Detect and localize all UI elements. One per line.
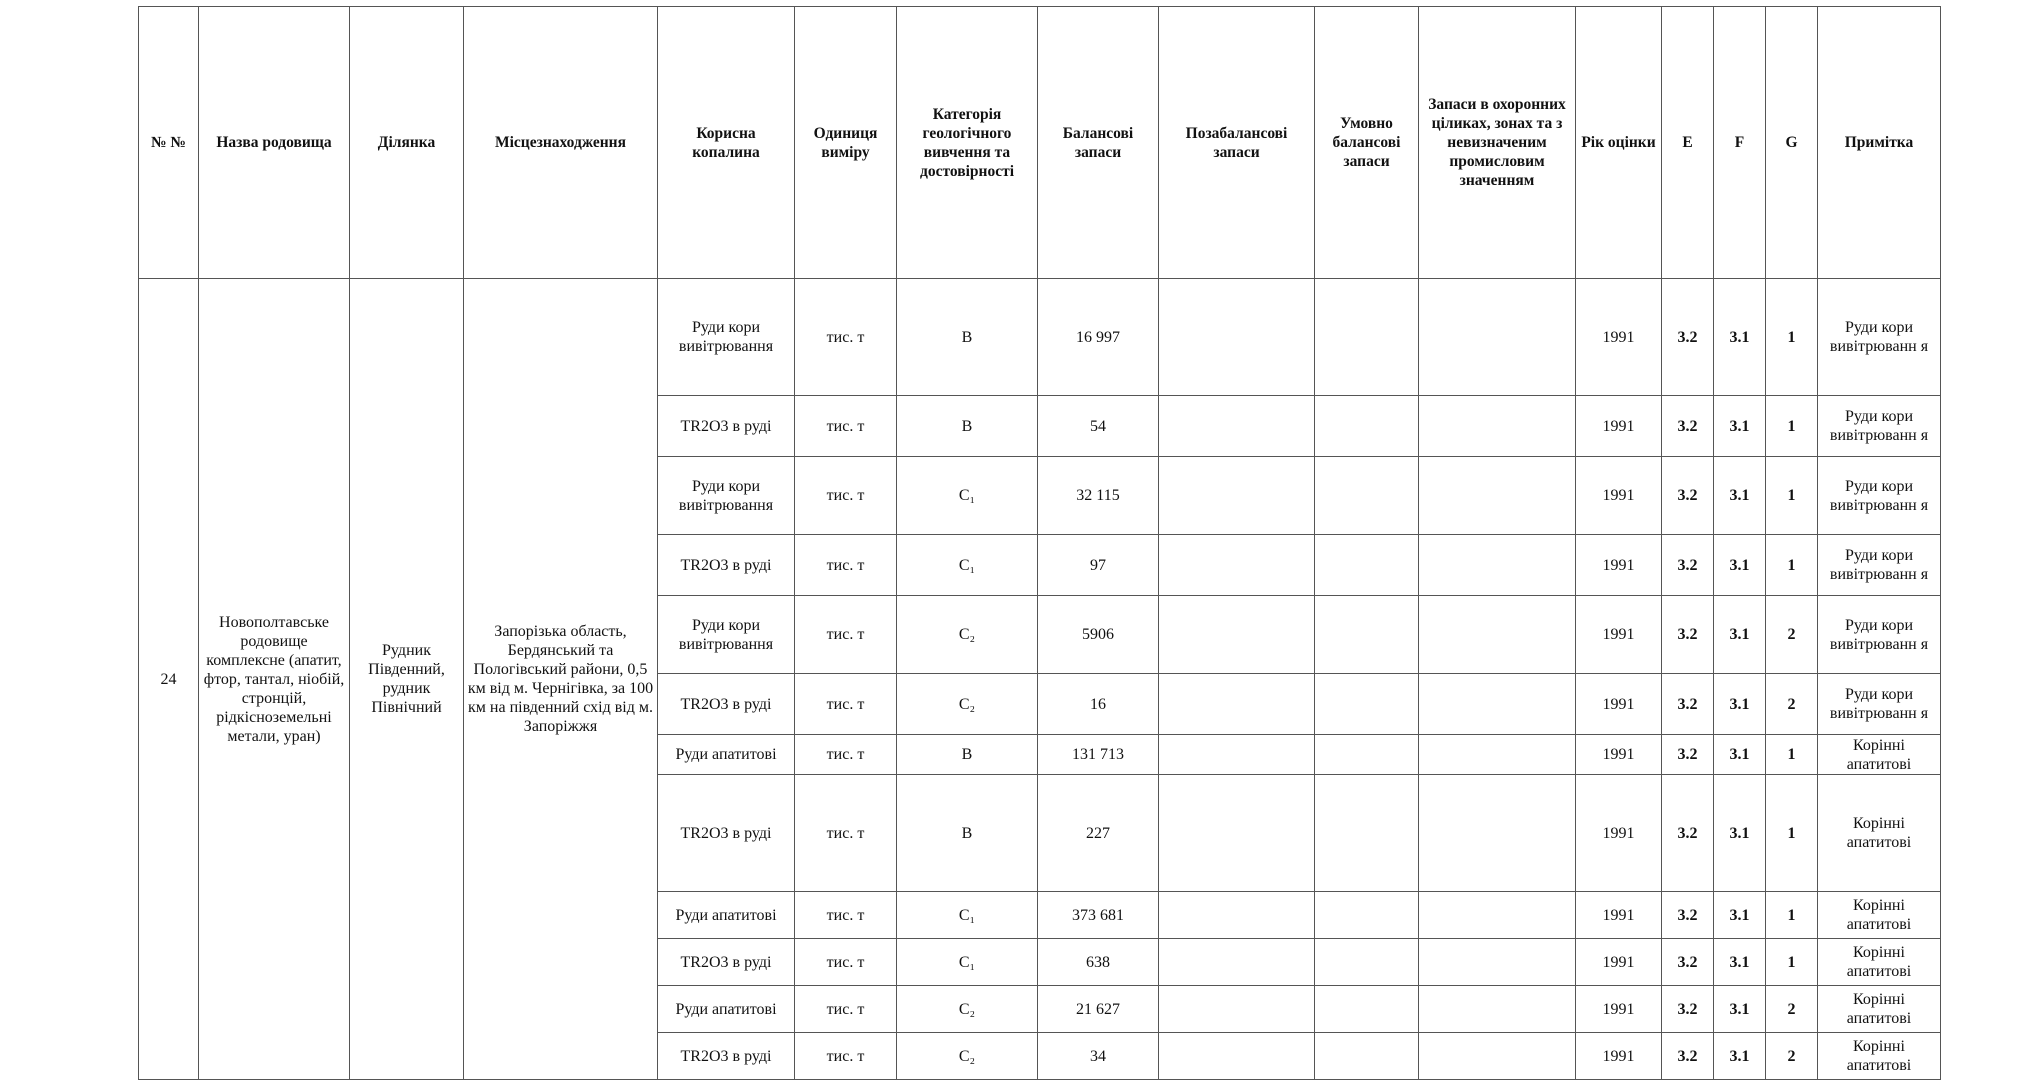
mineral-cell: Руди апатитові (658, 892, 795, 939)
protected-cell (1419, 279, 1576, 396)
e-cell: 3.2 (1662, 735, 1714, 775)
header-year: Рік оцінки (1576, 7, 1662, 279)
g-cell: 2 (1766, 986, 1818, 1033)
year-cell: 1991 (1576, 939, 1662, 986)
conditional-cell (1315, 1033, 1419, 1080)
balance-cell: 34 (1038, 1033, 1159, 1080)
balance-cell: 5906 (1038, 596, 1159, 674)
protected-cell (1419, 892, 1576, 939)
mineral-cell: TR2O3 в руді (658, 396, 795, 457)
conditional-cell (1315, 596, 1419, 674)
g-cell: 1 (1766, 457, 1818, 535)
conditional-cell (1315, 775, 1419, 892)
header-balance: Балансові запаси (1038, 7, 1159, 279)
header-protected: Запаси в охоронних ціликах, зонах та з невизначеним промисловим значенням (1419, 7, 1576, 279)
header-site: Ділянка (350, 7, 464, 279)
balance-cell: 131 713 (1038, 735, 1159, 775)
note-cell: Корінні апатитові (1818, 986, 1941, 1033)
category-cell: C₂ (897, 986, 1038, 1033)
conditional-cell (1315, 939, 1419, 986)
note-cell: Руди кори вивітрюванн я (1818, 674, 1941, 735)
e-cell: 3.2 (1662, 939, 1714, 986)
year-cell: 1991 (1576, 535, 1662, 596)
note-cell: Руди кори вивітрюванн я (1818, 396, 1941, 457)
header-g: G (1766, 7, 1818, 279)
category-cell: C₂ (897, 1033, 1038, 1080)
protected-cell (1419, 396, 1576, 457)
g-cell: 1 (1766, 279, 1818, 396)
balance-cell: 227 (1038, 775, 1159, 892)
deposit-site-cell: Рудник Південний, рудник Північний (350, 279, 464, 1080)
category-cell: B (897, 775, 1038, 892)
unit-cell: тис. т (795, 775, 897, 892)
protected-cell (1419, 1033, 1576, 1080)
f-cell: 3.1 (1714, 939, 1766, 986)
note-cell: Руди кори вивітрюванн я (1818, 535, 1941, 596)
balance-cell: 16 997 (1038, 279, 1159, 396)
category-cell: B (897, 279, 1038, 396)
note-cell: Руди кори вивітрюванн я (1818, 596, 1941, 674)
reserves-table (138, 6, 1941, 1080)
balance-cell: 54 (1038, 396, 1159, 457)
f-cell: 3.1 (1714, 986, 1766, 1033)
protected-cell (1419, 775, 1576, 892)
header-location: Місцезнаходження (464, 7, 658, 279)
protected-cell (1419, 535, 1576, 596)
year-cell: 1991 (1576, 986, 1662, 1033)
off-balance-cell (1159, 775, 1315, 892)
note-cell: Корінні апатитові (1818, 735, 1941, 775)
g-cell: 2 (1766, 596, 1818, 674)
conditional-cell (1315, 674, 1419, 735)
f-cell: 3.1 (1714, 892, 1766, 939)
conditional-cell (1315, 735, 1419, 775)
conditional-cell (1315, 986, 1419, 1033)
category-cell: B (897, 396, 1038, 457)
g-cell: 1 (1766, 775, 1818, 892)
year-cell: 1991 (1576, 674, 1662, 735)
category-cell: C₁ (897, 535, 1038, 596)
g-cell: 2 (1766, 674, 1818, 735)
header-f: F (1714, 7, 1766, 279)
category-cell: C₂ (897, 674, 1038, 735)
header-unit: Одиниця виміру (795, 7, 897, 279)
year-cell: 1991 (1576, 396, 1662, 457)
off-balance-cell (1159, 939, 1315, 986)
unit-cell: тис. т (795, 735, 897, 775)
balance-cell: 638 (1038, 939, 1159, 986)
f-cell: 3.1 (1714, 596, 1766, 674)
year-cell: 1991 (1576, 735, 1662, 775)
f-cell: 3.1 (1714, 735, 1766, 775)
off-balance-cell (1159, 735, 1315, 775)
header-note: Примітка (1818, 7, 1941, 279)
year-cell: 1991 (1576, 775, 1662, 892)
balance-cell: 16 (1038, 674, 1159, 735)
e-cell: 3.2 (1662, 986, 1714, 1033)
unit-cell: тис. т (795, 596, 897, 674)
e-cell: 3.2 (1662, 457, 1714, 535)
unit-cell: тис. т (795, 674, 897, 735)
conditional-cell (1315, 457, 1419, 535)
protected-cell (1419, 596, 1576, 674)
header-number: № № (139, 7, 199, 279)
deposit-number-cell: 24 (139, 279, 199, 1080)
off-balance-cell (1159, 279, 1315, 396)
mineral-cell: TR2O3 в руді (658, 1033, 795, 1080)
category-cell: C₂ (897, 596, 1038, 674)
g-cell: 2 (1766, 1033, 1818, 1080)
header-row (139, 7, 1941, 279)
conditional-cell (1315, 279, 1419, 396)
f-cell: 3.1 (1714, 279, 1766, 396)
f-cell: 3.1 (1714, 535, 1766, 596)
off-balance-cell (1159, 1033, 1315, 1080)
mineral-cell: Руди кори вивітрювання (658, 279, 795, 396)
g-cell: 1 (1766, 396, 1818, 457)
deposit-name-cell: Новополтавське родовище комплексне (апатит, фтор, тантал, ніобій, стронцій, рідкісноземельні метали, уран) (199, 279, 350, 1080)
table-row (139, 279, 1941, 396)
note-cell: Руди кори вивітрюванн я (1818, 279, 1941, 396)
e-cell: 3.2 (1662, 775, 1714, 892)
balance-cell: 373 681 (1038, 892, 1159, 939)
protected-cell (1419, 939, 1576, 986)
e-cell: 3.2 (1662, 892, 1714, 939)
e-cell: 3.2 (1662, 674, 1714, 735)
table-body (139, 279, 1941, 1080)
off-balance-cell (1159, 674, 1315, 735)
mineral-cell: TR2O3 в руді (658, 535, 795, 596)
header-e: E (1662, 7, 1714, 279)
unit-cell: тис. т (795, 279, 897, 396)
g-cell: 1 (1766, 939, 1818, 986)
table-header (139, 7, 1941, 279)
g-cell: 1 (1766, 735, 1818, 775)
e-cell: 3.2 (1662, 279, 1714, 396)
category-cell: C₁ (897, 892, 1038, 939)
category-cell: C₁ (897, 939, 1038, 986)
unit-cell: тис. т (795, 1033, 897, 1080)
off-balance-cell (1159, 457, 1315, 535)
category-cell: C₁ (897, 457, 1038, 535)
g-cell: 1 (1766, 892, 1818, 939)
year-cell: 1991 (1576, 1033, 1662, 1080)
f-cell: 3.1 (1714, 674, 1766, 735)
year-cell: 1991 (1576, 596, 1662, 674)
f-cell: 3.1 (1714, 457, 1766, 535)
e-cell: 3.2 (1662, 1033, 1714, 1080)
header-conditional: Умовно балансові запаси (1315, 7, 1419, 279)
balance-cell: 97 (1038, 535, 1159, 596)
mineral-cell: Руди кори вивітрювання (658, 596, 795, 674)
unit-cell: тис. т (795, 892, 897, 939)
mineral-cell: TR2O3 в руді (658, 939, 795, 986)
mineral-cell: Руди апатитові (658, 986, 795, 1033)
f-cell: 3.1 (1714, 1033, 1766, 1080)
year-cell: 1991 (1576, 892, 1662, 939)
f-cell: 3.1 (1714, 396, 1766, 457)
note-cell: Корінні апатитові (1818, 1033, 1941, 1080)
e-cell: 3.2 (1662, 535, 1714, 596)
mineral-cell: Руди кори вивітрювання (658, 457, 795, 535)
unit-cell: тис. т (795, 986, 897, 1033)
protected-cell (1419, 457, 1576, 535)
header-deposit-name: Назва родовища (199, 7, 350, 279)
balance-cell: 32 115 (1038, 457, 1159, 535)
balance-cell: 21 627 (1038, 986, 1159, 1033)
year-cell: 1991 (1576, 279, 1662, 396)
header-off-balance: Позабалансові запаси (1159, 7, 1315, 279)
off-balance-cell (1159, 596, 1315, 674)
f-cell: 3.1 (1714, 775, 1766, 892)
protected-cell (1419, 986, 1576, 1033)
unit-cell: тис. т (795, 457, 897, 535)
note-cell: Руди кори вивітрюванн я (1818, 457, 1941, 535)
off-balance-cell (1159, 986, 1315, 1033)
protected-cell (1419, 674, 1576, 735)
unit-cell: тис. т (795, 396, 897, 457)
mineral-cell: Руди апатитові (658, 735, 795, 775)
conditional-cell (1315, 396, 1419, 457)
note-cell: Корінні апатитові (1818, 892, 1941, 939)
conditional-cell (1315, 892, 1419, 939)
mineral-cell: TR2O3 в руді (658, 674, 795, 735)
off-balance-cell (1159, 396, 1315, 457)
mineral-cell: TR2O3 в руді (658, 775, 795, 892)
off-balance-cell (1159, 892, 1315, 939)
e-cell: 3.2 (1662, 396, 1714, 457)
e-cell: 3.2 (1662, 596, 1714, 674)
protected-cell (1419, 735, 1576, 775)
deposit-location-cell: Запорізька область, Бердянський та Пологівський райони, 0,5 км від м. Чернігівка, за 100 км на південний схід від м. Запоріжжя (464, 279, 658, 1080)
header-mineral: Корисна копалина (658, 7, 795, 279)
unit-cell: тис. т (795, 939, 897, 986)
note-cell: Корінні апатитові (1818, 939, 1941, 986)
header-category: Категорія геологічного вивчення та достовірності (897, 7, 1038, 279)
category-cell: B (897, 735, 1038, 775)
note-cell: Корінні апатитові (1818, 775, 1941, 892)
year-cell: 1991 (1576, 457, 1662, 535)
off-balance-cell (1159, 535, 1315, 596)
unit-cell: тис. т (795, 535, 897, 596)
conditional-cell (1315, 535, 1419, 596)
g-cell: 1 (1766, 535, 1818, 596)
